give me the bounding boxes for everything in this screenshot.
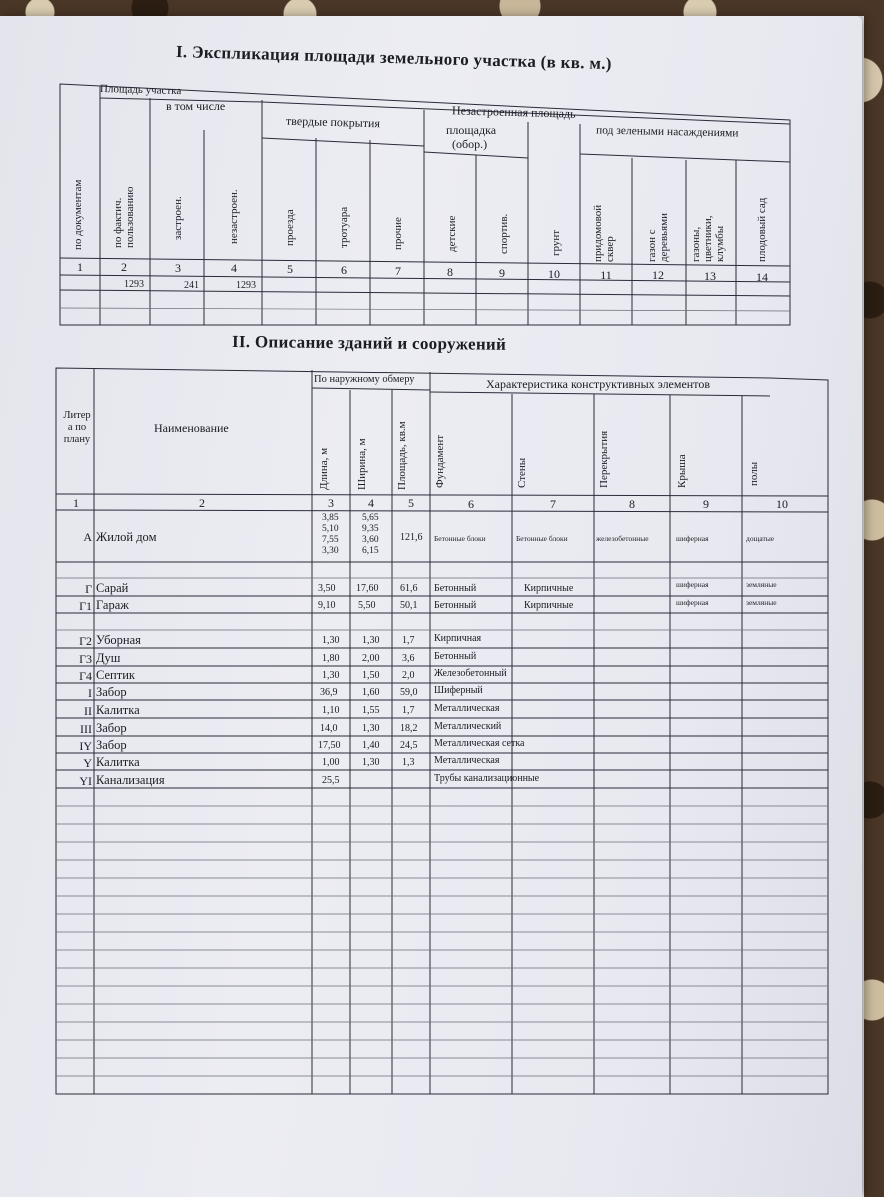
- house-length: 7,55: [322, 535, 339, 545]
- row-litera: Г2: [79, 634, 92, 648]
- s1-num-4: 4: [231, 261, 237, 275]
- row-litera: II: [84, 704, 92, 718]
- row-floors: земляные: [746, 598, 777, 607]
- row-roof: шиферная: [676, 580, 709, 589]
- row-desc: Железобетонный: [434, 668, 507, 679]
- row-width: 1,30: [362, 635, 380, 646]
- house-width: 6,15: [362, 546, 379, 556]
- section1-grid: [60, 84, 790, 325]
- s1-num-8: 8: [447, 265, 453, 279]
- s1-group-vtom: в том числе: [166, 99, 226, 113]
- row-area: 2,0: [402, 670, 415, 681]
- house-length: 3,30: [322, 546, 339, 556]
- row-litera: YI: [79, 774, 92, 788]
- s2-num-9: 9: [703, 497, 709, 511]
- s2-num-3: 3: [328, 496, 334, 510]
- s2-num-8: 8: [629, 497, 635, 511]
- row-length: 25,5: [322, 775, 340, 786]
- s1-group-ploshadka2: (обор.): [452, 137, 488, 151]
- row-litera: Г: [85, 582, 92, 596]
- row-name: Калитка: [96, 755, 140, 769]
- row-width: 1,30: [362, 757, 380, 768]
- row-floors: земляные: [746, 580, 777, 589]
- row-width: 2,00: [362, 653, 380, 664]
- row-name: Сарай: [96, 581, 129, 595]
- s1-num-11: 11: [600, 268, 612, 282]
- s1-num-1: 1: [77, 260, 83, 274]
- house-width: 3,60: [362, 535, 379, 545]
- s1-col-7: прочие: [392, 217, 404, 250]
- row-name: Забор: [96, 721, 127, 735]
- row-house-floors: дощатые: [746, 534, 775, 543]
- s1-group-tverdye: твердые покрытия: [285, 113, 381, 131]
- row-area: 1,7: [402, 705, 415, 716]
- s1-col-13: газоны, цветники, клумбы: [690, 215, 726, 262]
- row-length: 1,00: [322, 757, 340, 768]
- s1-group-ploshad: Площадь участка: [99, 82, 182, 98]
- s1-col-11: придомовой сквер: [592, 204, 616, 262]
- s2-head-width: Ширина, м: [356, 438, 368, 490]
- row-house-widths: [362, 513, 379, 557]
- row-litera: Г4: [79, 669, 92, 683]
- row-litera: IY: [79, 739, 92, 753]
- s1-value-fact: 1293: [124, 279, 144, 290]
- s2-head-harakt: Характеристика конструктивных элементов: [486, 377, 710, 391]
- s2-num-4: 4: [368, 496, 374, 510]
- house-width: 5,65: [362, 513, 379, 523]
- row-desc: Кирпичная: [434, 633, 482, 644]
- s2-head-roof: Крыша: [676, 454, 688, 488]
- s2-num-7: 7: [550, 497, 556, 511]
- s2-head-walls: Стены: [516, 457, 528, 488]
- row-length: 1,10: [322, 705, 340, 716]
- row-area: 50,1: [400, 600, 418, 611]
- row-width: 1,40: [362, 740, 380, 751]
- row-length: 17,50: [318, 740, 341, 751]
- s2-head-perekr: Перекрытия: [598, 430, 610, 488]
- row-litera: Г3: [79, 652, 92, 666]
- section2-title: II. Описание зданий и сооружений: [231, 332, 507, 354]
- s1-num-2: 2: [121, 260, 127, 274]
- s2-num-6: 6: [468, 497, 474, 511]
- s2-num-2: 2: [199, 496, 205, 510]
- s1-col-8: детские: [446, 215, 458, 252]
- row-desc: Металлическая: [434, 755, 500, 766]
- row-house-roof: шиферная: [676, 534, 709, 543]
- s1-col-5: проезда: [284, 209, 296, 246]
- row-length: 3,50: [318, 583, 336, 594]
- s1-num-12: 12: [652, 268, 664, 282]
- row-desc: Шиферный: [434, 685, 483, 696]
- s1-num-13: 13: [704, 269, 716, 283]
- row-name: Душ: [96, 651, 121, 665]
- house-length: 3,85: [322, 513, 339, 523]
- s1-value-nezastr: 1293: [236, 280, 256, 291]
- row-length: 9,10: [318, 600, 336, 611]
- s1-value-zastr: 241: [184, 280, 199, 291]
- row-width: 1,60: [362, 687, 380, 698]
- s1-col-6: тротуара: [338, 206, 350, 248]
- s2-num-10: 10: [776, 497, 788, 511]
- s2-head-litera: Литер а по плану: [63, 410, 91, 445]
- row-desc: Металлическая: [434, 703, 500, 714]
- row-length: 1,30: [322, 635, 340, 646]
- row-area: 1,3: [402, 757, 415, 768]
- s2-head-outer: По наружному обмеру: [314, 374, 415, 385]
- row-area: 18,2: [400, 723, 418, 734]
- row-desc: Трубы канализационные: [434, 773, 540, 784]
- s1-col-14: плодовый сад: [756, 197, 768, 262]
- s2-head-area: Площадь, кв.м: [396, 421, 408, 490]
- row-litera: Y: [83, 756, 92, 770]
- row-name: Забор: [96, 738, 127, 752]
- row-length: 1,30: [322, 670, 340, 681]
- row-house-area: 121,6: [400, 532, 423, 543]
- house-length: 5,10: [322, 524, 339, 534]
- s2-num-1: 1: [73, 496, 79, 510]
- s2-head-floors: полы: [748, 461, 760, 486]
- row-area: 1,7: [402, 635, 415, 646]
- s1-group-ploshadka1: площадка: [446, 123, 497, 137]
- row-name: Канализация: [96, 773, 165, 787]
- row-fund: Бетонный: [434, 600, 477, 611]
- s2-num-5: 5: [408, 496, 414, 510]
- s1-col-2: по фактич. пользованию: [112, 186, 136, 248]
- row-house-litera: А: [83, 530, 92, 544]
- s1-col-3: застроен.: [172, 196, 184, 240]
- row-length: 14,0: [320, 723, 338, 734]
- row-length: 1,80: [322, 653, 340, 664]
- s1-col-9: спортив.: [498, 213, 510, 254]
- row-width: 17,60: [356, 583, 379, 594]
- row-litera: III: [80, 722, 92, 736]
- row-litera: I: [88, 686, 92, 700]
- row-roof: шиферная: [676, 598, 709, 607]
- row-fund: Бетонный: [434, 583, 477, 594]
- row-desc: Бетонный: [434, 651, 477, 662]
- row-width: 5,50: [358, 600, 376, 611]
- row-house-perekr: железобетонные: [596, 534, 649, 543]
- s2-head-name: Наименование: [154, 421, 229, 435]
- house-width: 9,35: [362, 524, 379, 534]
- row-width: 1,50: [362, 670, 380, 681]
- row-house-name: Жилой дом: [96, 530, 157, 544]
- s1-col-10: грунт: [550, 229, 562, 256]
- s1-col-4: незастроен.: [228, 189, 240, 244]
- s1-col-1: по документам: [72, 179, 84, 250]
- s1-num-10: 10: [548, 267, 560, 281]
- row-desc: Металлический: [434, 721, 502, 732]
- s1-num-6: 6: [341, 263, 347, 277]
- row-name: Гараж: [96, 598, 129, 612]
- section1-title: I. Экспликация площади земельного участка (в кв. м.): [175, 42, 613, 74]
- row-walls: Кирпичные: [524, 600, 574, 611]
- s1-num-14: 14: [756, 270, 768, 284]
- row-name: Забор: [96, 685, 127, 699]
- row-name: Септик: [96, 668, 135, 682]
- row-house-walls: Бетонные блоки: [516, 534, 568, 543]
- row-area: 3,6: [402, 653, 415, 664]
- s1-group-zelen: под зелеными насаждениями: [595, 124, 739, 140]
- row-desc: Металлическая сетка: [434, 738, 525, 749]
- s1-num-3: 3: [175, 261, 181, 275]
- row-name: Уборная: [96, 633, 141, 647]
- s1-num-5: 5: [287, 262, 293, 276]
- row-name: Калитка: [96, 703, 140, 717]
- row-litera: Г1: [79, 599, 92, 613]
- s2-head-fund: Фундамент: [434, 434, 446, 488]
- row-walls: Кирпичные: [524, 583, 574, 594]
- s1-col-12: газон с деревьями: [646, 213, 670, 262]
- row-area: 24,5: [400, 740, 418, 751]
- s2-head-length: Длина, м: [318, 447, 330, 490]
- row-area: 61,6: [400, 583, 418, 594]
- row-width: 1,30: [362, 723, 380, 734]
- row-house-fund: Бетонные блоки: [434, 534, 486, 543]
- s1-group-nezastr: Незастроенная площадь: [451, 103, 576, 121]
- row-length: 36,9: [320, 687, 338, 698]
- row-house-lengths: [322, 513, 339, 557]
- s1-num-9: 9: [499, 266, 505, 280]
- row-width: 1,55: [362, 705, 380, 716]
- s1-num-7: 7: [395, 264, 401, 278]
- row-area: 59,0: [400, 687, 418, 698]
